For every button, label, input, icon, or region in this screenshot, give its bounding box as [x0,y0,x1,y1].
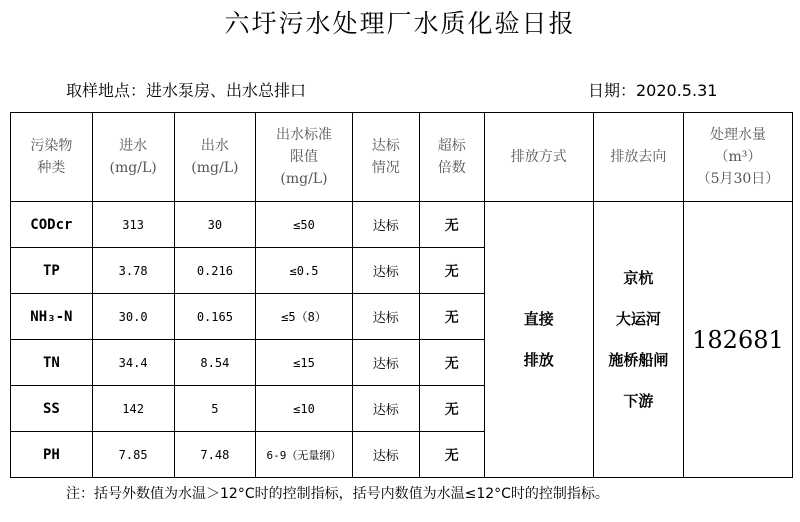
outflow-value: 8.54 [174,340,256,386]
pollutant-name: TP [11,248,93,294]
report-title: 六圩污水处理厂水质化验日报 [224,9,576,38]
pollutant-name: TN [11,340,93,386]
excess-multiple: 无 [419,294,484,340]
header-excess: 超标 倍数 [419,113,484,202]
outflow-value: 7.48 [174,432,256,478]
compliance-status: 达标 [352,340,419,386]
header-status: 达标 情况 [352,113,419,202]
excess-multiple: 无 [419,340,484,386]
header-standard: 出水标准 限值 (mg/L) [256,113,352,202]
compliance-status: 达标 [352,294,419,340]
footnote: 注：括号外数值为水温＞12°C时的控制指标，括号内数值为水温≤12°C时的控制指标。 [66,486,609,502]
inflow-value: 30.0 [92,294,174,340]
standard-value: ≤5（8） [256,294,352,340]
discharge-method: 直接 排放 [484,202,593,478]
inflow-value: 7.85 [92,432,174,478]
standard-value: ≤15 [256,340,352,386]
excess-multiple: 无 [419,432,484,478]
outflow-value: 5 [174,386,256,432]
table-row [11,202,793,248]
header-discharge-method: 排放方式 [484,113,593,202]
pollutant-name: CODcr [11,202,93,248]
outflow-value: 0.216 [174,248,256,294]
compliance-status: 达标 [352,386,419,432]
pollutant-name: SS [11,386,93,432]
inflow-value: 313 [92,202,174,248]
outflow-value: 30 [174,202,256,248]
header-discharge-destination: 排放去向 [593,113,683,202]
excess-multiple: 无 [419,202,484,248]
pollutant-name: PH [11,432,93,478]
compliance-status: 达标 [352,432,419,478]
header-row [11,113,793,202]
compliance-status: 达标 [352,248,419,294]
compliance-status: 达标 [352,202,419,248]
inflow-value: 34.4 [92,340,174,386]
header-pollutant-type: 污染物 种类 [11,113,93,202]
standard-value: ≤10 [256,386,352,432]
excess-multiple: 无 [419,248,484,294]
outflow-value: 0.165 [174,294,256,340]
water-quality-table [10,112,793,478]
header-inflow: 进水 (mg/L) [92,113,174,202]
excess-multiple: 无 [419,386,484,432]
pollutant-name: NH₃-N [11,294,93,340]
sampling-site: 取样地点：进水泵房、出水总排口 [66,81,307,100]
treated-volume: 182681 [683,202,792,478]
inflow-value: 142 [92,386,174,432]
header-treated-volume: 处理水量 （m³） （5月30日） [683,113,792,202]
standard-value: ≤50 [256,202,352,248]
report-date: 日期：2020.5.31 [588,81,718,100]
standard-value: 6-9（无量纲） [256,432,352,478]
discharge-destination: 京杭 大运河 施桥船闸 下游 [593,202,683,478]
standard-value: ≤0.5 [256,248,352,294]
header-outflow: 出水 (mg/L) [174,113,256,202]
inflow-value: 3.78 [92,248,174,294]
